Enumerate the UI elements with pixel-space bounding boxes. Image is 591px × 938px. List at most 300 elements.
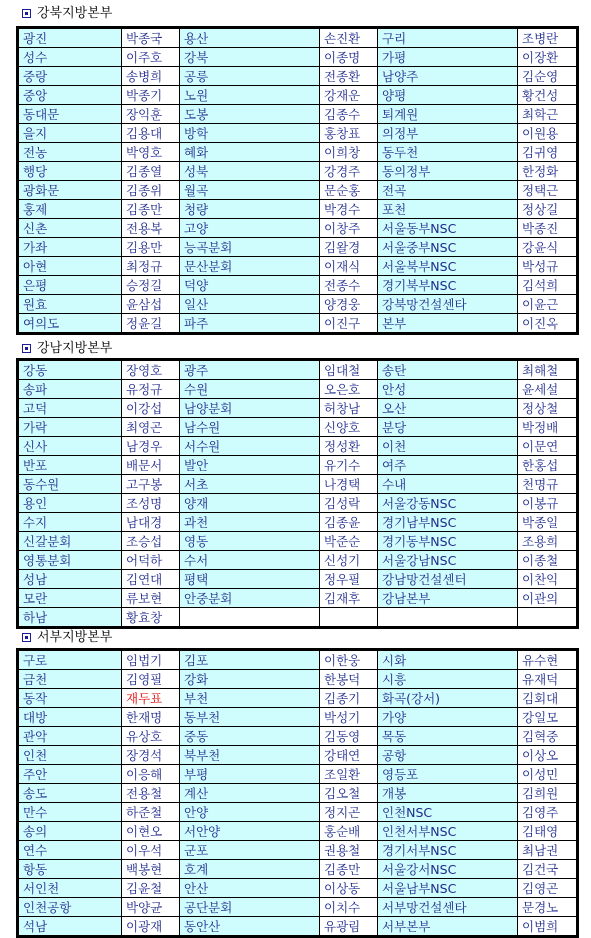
person-cell: 김태영 [518, 822, 578, 841]
table-row [18, 276, 578, 295]
office-cell: 계산 [180, 784, 320, 803]
office-cell: 인천공항 [18, 898, 122, 917]
office-cell: 하남 [18, 608, 122, 628]
office-cell: 서부본부 [378, 917, 518, 937]
person-cell [518, 608, 578, 628]
person-cell: 박종일 [518, 513, 578, 532]
person-cell: 박종국 [122, 28, 180, 48]
office-cell: 경기북부NSC [378, 276, 518, 295]
office-cell: 대방 [18, 708, 122, 727]
person-cell: 박양균 [122, 898, 180, 917]
person-cell: 한정화 [518, 162, 578, 181]
person-cell: 김연대 [122, 570, 180, 589]
office-cell: 양재 [180, 494, 320, 513]
office-cell: 남양분회 [180, 399, 320, 418]
table-row [18, 589, 578, 608]
person-cell: 유수현 [518, 650, 578, 670]
office-cell: 송파 [18, 380, 122, 399]
office-cell: 시흥 [378, 670, 518, 689]
person-cell: 백봉현 [122, 860, 180, 879]
office-cell: 이천 [378, 437, 518, 456]
office-cell: 신촌 [18, 219, 122, 238]
office-cell [180, 608, 320, 628]
person-cell: 유광림 [320, 917, 378, 937]
person-cell: 홍창표 [320, 124, 378, 143]
office-cell: 성수 [18, 48, 122, 67]
office-cell: 동대문 [18, 105, 122, 124]
table-row [18, 879, 578, 898]
office-cell: 은평 [18, 276, 122, 295]
person-cell: 송병희 [122, 67, 180, 86]
office-cell: 강남망건설센터 [378, 570, 518, 589]
table-row [18, 670, 578, 689]
person-cell: 김종윤 [320, 513, 378, 532]
office-cell: 인천서부NSC [378, 822, 518, 841]
person-cell: 정우필 [320, 570, 378, 589]
office-cell: 서울강남NSC [378, 551, 518, 570]
table-row [18, 399, 578, 418]
office-cell: 영등포 [378, 765, 518, 784]
table-row [18, 238, 578, 257]
office-cell: 서부망건설센타 [378, 898, 518, 917]
person-cell: 최영곤 [122, 418, 180, 437]
office-cell: 능곡분회 [180, 238, 320, 257]
office-cell: 강동 [18, 360, 122, 380]
table-row [18, 314, 578, 334]
table-row [18, 917, 578, 937]
person-cell: 김재후 [320, 589, 378, 608]
person-cell: 권용철 [320, 841, 378, 860]
office-cell: 서수원 [180, 437, 320, 456]
office-cell: 경기동부NSC [378, 532, 518, 551]
office-cell: 석남 [18, 917, 122, 937]
office-cell: 서울북부NSC [378, 257, 518, 276]
table-row [18, 456, 578, 475]
office-cell: 동안산 [180, 917, 320, 937]
person-cell: 김종만 [320, 860, 378, 879]
office-cell: 서울강서NSC [378, 860, 518, 879]
person-cell: 김회대 [518, 689, 578, 708]
office-cell: 개봉 [378, 784, 518, 803]
office-cell: 광주 [180, 360, 320, 380]
person-cell: 박정배 [518, 418, 578, 437]
person-cell: 조용희 [518, 532, 578, 551]
office-cell: 금천 [18, 670, 122, 689]
person-cell: 김종위 [122, 181, 180, 200]
person-cell: 박경수 [320, 200, 378, 219]
office-cell: 성북 [180, 162, 320, 181]
office-cell: 반포 [18, 456, 122, 475]
office-cell: 강북망건설센타 [378, 295, 518, 314]
table-row [18, 437, 578, 456]
office-cell: 송탄 [378, 360, 518, 380]
person-cell: 황건성 [518, 86, 578, 105]
person-cell: 김윤철 [122, 879, 180, 898]
person-cell: 최정규 [122, 257, 180, 276]
table-row [18, 898, 578, 917]
office-cell: 동작 [18, 689, 122, 708]
office-cell [378, 608, 518, 628]
person-cell: 김종기 [320, 689, 378, 708]
square-bullet-icon [22, 344, 31, 353]
office-cell: 성남 [18, 570, 122, 589]
table-row [18, 219, 578, 238]
person-cell: 김성락 [320, 494, 378, 513]
person-cell: 이광재 [122, 917, 180, 937]
office-cell: 화곡(강서) [378, 689, 518, 708]
office-cell: 홍제 [18, 200, 122, 219]
person-cell: 이장환 [518, 48, 578, 67]
table-row [18, 105, 578, 124]
person-cell: 김혁중 [518, 727, 578, 746]
office-cell: 중앙 [18, 86, 122, 105]
person-cell: 정상철 [518, 399, 578, 418]
table-row [18, 143, 578, 162]
table-row [18, 67, 578, 86]
table-row [18, 380, 578, 399]
person-cell: 김동영 [320, 727, 378, 746]
office-cell: 동의정부 [378, 162, 518, 181]
office-cell: 인천NSC [378, 803, 518, 822]
table-row [18, 822, 578, 841]
person-cell: 조성명 [122, 494, 180, 513]
office-cell: 구리 [378, 28, 518, 48]
office-cell: 안산 [180, 879, 320, 898]
office-cell: 부천 [180, 689, 320, 708]
office-cell: 서울중부NSC [378, 238, 518, 257]
person-cell: 한재명 [122, 708, 180, 727]
office-cell: 서초 [180, 475, 320, 494]
office-cell: 수지 [18, 513, 122, 532]
person-cell: 승정길 [122, 276, 180, 295]
office-cell: 여의도 [18, 314, 122, 334]
person-cell: 정윤길 [122, 314, 180, 334]
office-cell: 만수 [18, 803, 122, 822]
person-cell: 김희원 [518, 784, 578, 803]
person-cell: 조승섭 [122, 532, 180, 551]
office-cell: 동두천 [378, 143, 518, 162]
office-cell: 혜화 [180, 143, 320, 162]
office-cell: 항동 [18, 860, 122, 879]
office-cell: 김포 [180, 650, 320, 670]
office-cell: 가평 [378, 48, 518, 67]
table-row [18, 608, 578, 628]
person-cell: 이찬익 [518, 570, 578, 589]
table-row [18, 124, 578, 143]
directory-table [16, 358, 579, 629]
person-cell: 장영호 [122, 360, 180, 380]
table-row [18, 727, 578, 746]
office-cell: 송도 [18, 784, 122, 803]
office-cell: 시화 [378, 650, 518, 670]
office-cell: 원효 [18, 295, 122, 314]
office-cell: 일산 [180, 295, 320, 314]
person-cell: 박성기 [320, 708, 378, 727]
office-cell: 중랑 [18, 67, 122, 86]
person-cell: 이관의 [518, 589, 578, 608]
office-cell: 분당 [378, 418, 518, 437]
office-cell: 방학 [180, 124, 320, 143]
person-cell: 남경우 [122, 437, 180, 456]
person-cell: 이상동 [320, 879, 378, 898]
office-cell: 고덕 [18, 399, 122, 418]
office-cell: 문산분회 [180, 257, 320, 276]
person-cell: 김석희 [518, 276, 578, 295]
table-row [18, 765, 578, 784]
person-cell: 김용대 [122, 124, 180, 143]
office-cell: 중동 [180, 727, 320, 746]
person-cell: 김종열 [122, 162, 180, 181]
office-cell: 발안 [180, 456, 320, 475]
person-cell: 박종진 [518, 219, 578, 238]
person-cell: 이문연 [518, 437, 578, 456]
directory-table [16, 648, 579, 938]
person-cell: 이종명 [320, 48, 378, 67]
office-cell: 송의 [18, 822, 122, 841]
table-row [18, 295, 578, 314]
person-cell: 김순영 [518, 67, 578, 86]
office-cell: 서울강동NSC [378, 494, 518, 513]
person-cell: 이범희 [518, 917, 578, 937]
person-cell: 장익훈 [122, 105, 180, 124]
office-cell: 주안 [18, 765, 122, 784]
office-cell: 가양 [378, 708, 518, 727]
person-cell: 이창주 [320, 219, 378, 238]
person-cell: 조병란 [518, 28, 578, 48]
person-cell: 한홍섭 [518, 456, 578, 475]
person-cell: 김영필 [122, 670, 180, 689]
person-cell: 이현오 [122, 822, 180, 841]
person-cell: 유상호 [122, 727, 180, 746]
person-cell: 이강섭 [122, 399, 180, 418]
table-row [18, 513, 578, 532]
office-cell: 동부천 [180, 708, 320, 727]
person-cell: 이종철 [518, 551, 578, 570]
person-cell: 고구봉 [122, 475, 180, 494]
person-cell: 정상길 [518, 200, 578, 219]
person-cell: 배문서 [122, 456, 180, 475]
office-cell: 부평 [180, 765, 320, 784]
person-cell: 손진환 [320, 28, 378, 48]
table-row [18, 475, 578, 494]
table-row [18, 708, 578, 727]
office-cell: 파주 [180, 314, 320, 334]
office-cell: 강북 [180, 48, 320, 67]
table-row [18, 784, 578, 803]
person-cell: 이진옥 [518, 314, 578, 334]
person-cell: 재두표 [122, 689, 180, 708]
person-cell: 전종수 [320, 276, 378, 295]
person-cell: 이주호 [122, 48, 180, 67]
table-row [18, 181, 578, 200]
table-row [18, 570, 578, 589]
office-cell: 양평 [378, 86, 518, 105]
person-cell: 이원용 [518, 124, 578, 143]
office-cell: 영통분회 [18, 551, 122, 570]
person-cell: 김귀영 [518, 143, 578, 162]
office-cell: 신갈분회 [18, 532, 122, 551]
office-cell: 전곡 [378, 181, 518, 200]
table-row [18, 650, 578, 670]
person-cell: 장경석 [122, 746, 180, 765]
person-cell: 전용복 [122, 219, 180, 238]
person-cell: 윤삼섭 [122, 295, 180, 314]
person-cell: 유기수 [320, 456, 378, 475]
office-cell: 관악 [18, 727, 122, 746]
person-cell: 이봉규 [518, 494, 578, 513]
office-cell: 서인천 [18, 879, 122, 898]
table-row [18, 860, 578, 879]
person-cell: 이상오 [518, 746, 578, 765]
table-row [18, 418, 578, 437]
office-cell: 여주 [378, 456, 518, 475]
table-row [18, 532, 578, 551]
person-cell [320, 608, 378, 628]
person-cell: 윤세설 [518, 380, 578, 399]
table-row [18, 803, 578, 822]
office-cell: 군포 [180, 841, 320, 860]
office-cell: 강남본부 [378, 589, 518, 608]
office-cell: 모란 [18, 589, 122, 608]
person-cell: 이치수 [320, 898, 378, 917]
office-cell: 용산 [180, 28, 320, 48]
person-cell: 오은호 [320, 380, 378, 399]
office-cell: 서안양 [180, 822, 320, 841]
section-title [22, 629, 112, 647]
table-row [18, 746, 578, 765]
table-row [18, 551, 578, 570]
section-title-text: 서부지방본부 [37, 630, 113, 645]
office-cell: 평택 [180, 570, 320, 589]
person-cell: 강재운 [320, 86, 378, 105]
office-cell: 수원 [180, 380, 320, 399]
office-cell: 구로 [18, 650, 122, 670]
office-cell: 월곡 [180, 181, 320, 200]
person-cell: 박준순 [320, 532, 378, 551]
person-cell: 최남권 [518, 841, 578, 860]
person-cell: 한봉덕 [320, 670, 378, 689]
office-cell: 도봉 [180, 105, 320, 124]
office-cell: 안성 [378, 380, 518, 399]
office-cell: 연수 [18, 841, 122, 860]
office-cell: 가좌 [18, 238, 122, 257]
person-cell: 허창남 [320, 399, 378, 418]
person-cell: 임법기 [122, 650, 180, 670]
section-title-text: 강북지방본부 [37, 6, 113, 21]
office-cell: 안양 [180, 803, 320, 822]
section-title [22, 340, 112, 358]
section-title [22, 5, 112, 23]
office-cell: 공단분회 [180, 898, 320, 917]
person-cell: 박성규 [518, 257, 578, 276]
person-cell: 정지곤 [320, 803, 378, 822]
person-cell: 김영곤 [518, 879, 578, 898]
person-cell: 김영주 [518, 803, 578, 822]
table-row [18, 257, 578, 276]
office-cell: 경기서부NSC [378, 841, 518, 860]
office-cell: 서울남부NSC [378, 879, 518, 898]
office-cell: 동수원 [18, 475, 122, 494]
person-cell: 최학근 [518, 105, 578, 124]
office-cell: 호계 [180, 860, 320, 879]
person-cell: 천명규 [518, 475, 578, 494]
office-cell: 광화문 [18, 181, 122, 200]
office-cell: 공릉 [180, 67, 320, 86]
office-cell: 의정부 [378, 124, 518, 143]
person-cell: 김종만 [122, 200, 180, 219]
office-cell: 을지 [18, 124, 122, 143]
person-cell: 황효창 [122, 608, 180, 628]
office-cell: 본부 [378, 314, 518, 334]
office-cell: 강화 [180, 670, 320, 689]
table-row [18, 841, 578, 860]
person-cell: 유재덕 [518, 670, 578, 689]
office-cell: 노원 [180, 86, 320, 105]
square-bullet-icon [22, 9, 31, 18]
person-cell: 류보현 [122, 589, 180, 608]
office-cell: 경기남부NSC [378, 513, 518, 532]
person-cell: 이응해 [122, 765, 180, 784]
office-cell: 서울동부NSC [378, 219, 518, 238]
office-cell: 인천 [18, 746, 122, 765]
person-cell: 김왈경 [320, 238, 378, 257]
person-cell: 강태연 [320, 746, 378, 765]
table-row [18, 689, 578, 708]
office-cell: 포천 [378, 200, 518, 219]
person-cell: 나경택 [320, 475, 378, 494]
directory-table [16, 26, 579, 335]
person-cell: 문순홍 [320, 181, 378, 200]
office-cell: 북부천 [180, 746, 320, 765]
section-title-text: 강남지방본부 [37, 341, 113, 356]
office-cell: 남수원 [180, 418, 320, 437]
person-cell: 최해철 [518, 360, 578, 380]
office-cell: 안중분회 [180, 589, 320, 608]
person-cell: 김용만 [122, 238, 180, 257]
person-cell: 이윤근 [518, 295, 578, 314]
office-cell: 고양 [180, 219, 320, 238]
person-cell: 박종기 [122, 86, 180, 105]
person-cell: 이우석 [122, 841, 180, 860]
table-row [18, 28, 578, 48]
square-bullet-icon [22, 633, 31, 642]
person-cell: 전종환 [320, 67, 378, 86]
office-cell: 청량 [180, 200, 320, 219]
table-row [18, 48, 578, 67]
office-cell: 오산 [378, 399, 518, 418]
office-cell: 신사 [18, 437, 122, 456]
office-cell: 광진 [18, 28, 122, 48]
person-cell: 남대경 [122, 513, 180, 532]
table-row [18, 86, 578, 105]
office-cell: 공항 [378, 746, 518, 765]
table-row [18, 494, 578, 513]
office-cell: 아현 [18, 257, 122, 276]
person-cell: 신양호 [320, 418, 378, 437]
office-cell: 덕양 [180, 276, 320, 295]
person-cell: 강경주 [320, 162, 378, 181]
person-cell: 김건국 [518, 860, 578, 879]
person-cell: 강일모 [518, 708, 578, 727]
person-cell: 홍순배 [320, 822, 378, 841]
office-cell: 목동 [378, 727, 518, 746]
office-cell: 수내 [378, 475, 518, 494]
person-cell: 유정규 [122, 380, 180, 399]
person-cell: 전용철 [122, 784, 180, 803]
person-cell: 김오철 [320, 784, 378, 803]
person-cell: 이재식 [320, 257, 378, 276]
table-row [18, 200, 578, 219]
